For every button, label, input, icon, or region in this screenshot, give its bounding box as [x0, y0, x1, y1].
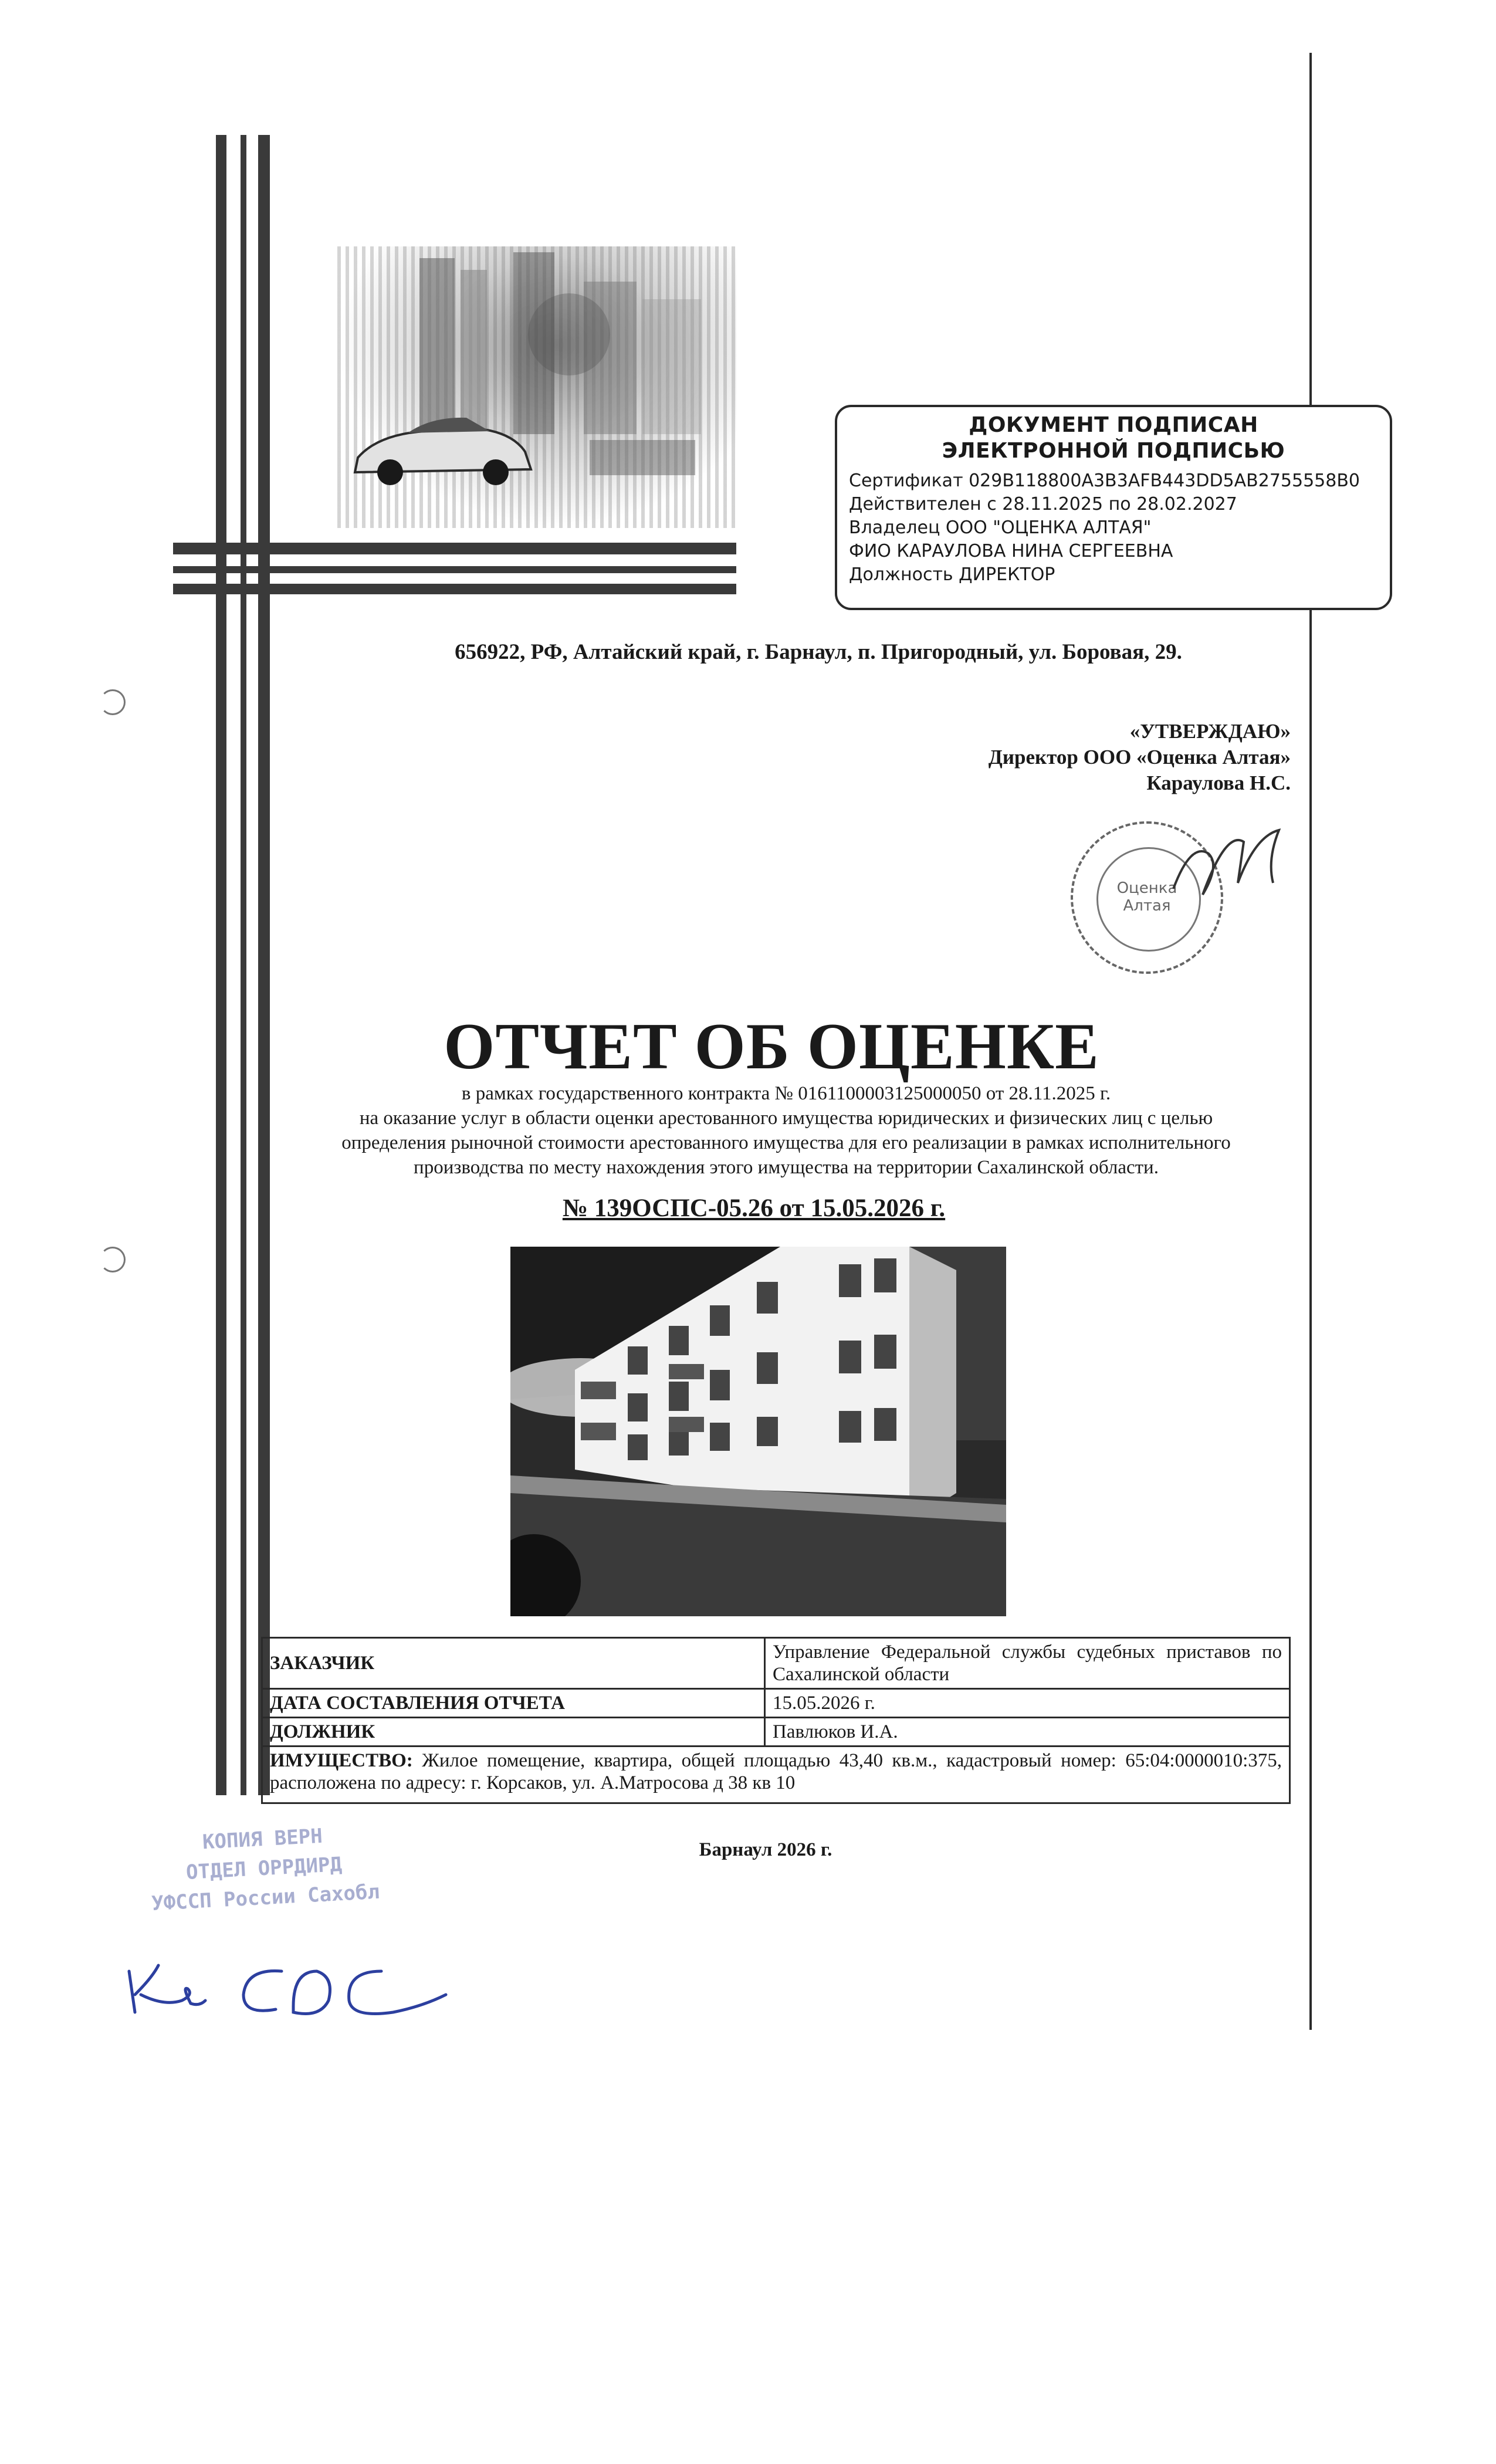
- property-value: Жилое помещение, квартира, общей площадью 43,40 кв.м., кадастровый номер: 65:04:0000010:375, расположена по адресу: г. Корсаков, ул. А.Матросова д 38 кв 10: [270, 1750, 1282, 1793]
- director-signature-icon: [1167, 818, 1297, 912]
- property-cell: [262, 1747, 1290, 1803]
- horizontal-bar: [173, 566, 736, 573]
- approval-position: Директор ООО «Оценка Алтая»: [988, 746, 1291, 769]
- handwritten-signature-icon: [117, 1936, 469, 2030]
- vertical-bar: [216, 135, 226, 1795]
- table-row: [262, 1638, 1290, 1689]
- copy-certification-stamp: [115, 1817, 412, 1920]
- table-row: [262, 1689, 1290, 1718]
- report-subtitle: в рамках государственного контракта № 0161100003125000050 от 28.11.2025 г.: [461, 1083, 1111, 1104]
- vertical-bar: [241, 135, 246, 1795]
- electronic-signature-box: [835, 405, 1392, 610]
- certificate-validity: Действителен с 28.11.2025 по 28.02.2027: [849, 494, 1237, 515]
- copy-stamp-line: ОТДЕЛ ОРРДИРД: [185, 1853, 343, 1884]
- debtor-value: Павлюков И.А.: [765, 1718, 1290, 1747]
- property-photo: [510, 1247, 1006, 1616]
- copy-stamp-line: КОПИЯ ВЕРН: [202, 1824, 323, 1854]
- table-row: [262, 1747, 1290, 1803]
- apartment-building-image: [510, 1247, 1006, 1616]
- customer-value: Управление Федеральной службы судебных приставов по Сахалинской области: [765, 1638, 1290, 1689]
- property-label: ИМУЩЕСТВО:: [270, 1750, 413, 1771]
- seal-text-line: Оценка: [1116, 879, 1177, 897]
- approval-name: Караулова Н.С.: [1146, 771, 1291, 794]
- debtor-label: ДОЛЖНИК: [262, 1718, 765, 1747]
- signature-title: ДОКУМЕНТ ПОДПИСАН: [969, 413, 1258, 437]
- report-info-table: [261, 1637, 1291, 1804]
- signer-position: Должность ДИРЕКТОР: [849, 564, 1055, 585]
- report-title: ОТЧЕТ ОБ ОЦЕНКЕ: [444, 1010, 1099, 1083]
- table-row: [262, 1718, 1290, 1747]
- horizontal-bar: [173, 543, 736, 554]
- certificate-number: Сертификат 029B118800A3B3AFB443DD5AB2755558B0: [849, 471, 1360, 491]
- signature-title: ЭЛЕКТРОННОЙ ПОДПИСЬЮ: [942, 439, 1285, 463]
- punch-hole: [100, 1247, 126, 1272]
- horizontal-bar: [173, 584, 736, 594]
- seal-text-line: Алтая: [1123, 897, 1171, 915]
- report-subtitle: на оказание услуг в области оценки арестованного имущества юридических и физических лиц с целью: [359, 1108, 1213, 1129]
- car-and-buildings-icon: [337, 246, 736, 528]
- report-date-label: ДАТА СОСТАВЛЕНИЯ ОТЧЕТА: [262, 1689, 765, 1718]
- report-subtitle: определения рыночной стоимости арестованного имущества для его реализации в рамках исполнительного: [341, 1132, 1231, 1153]
- company-address: 656922, РФ, Алтайский край, г. Барнаул, п. Пригородный, ул. Боровая, 29.: [455, 640, 1182, 664]
- report-subtitle: производства по месту нахождения этого имущества на территории Сахалинской области.: [414, 1157, 1159, 1178]
- copy-stamp-line: УФССП России Сахобл: [151, 1880, 380, 1916]
- punch-hole: [100, 689, 126, 715]
- certificate-owner: Владелец ООО "ОЦЕНКА АЛТАЯ": [849, 517, 1152, 538]
- report-number: № 139ОСПС-05.26 от 15.05.2026 г.: [562, 1194, 946, 1222]
- logo-collage-image: [337, 246, 736, 528]
- vertical-bar: [258, 135, 270, 1795]
- customer-label: ЗАКАЗЧИК: [262, 1638, 765, 1689]
- approval-heading: «УТВЕРЖДАЮ»: [1129, 720, 1291, 743]
- signer-name: ФИО КАРАУЛОВА НИНА СЕРГЕЕВНА: [849, 541, 1173, 561]
- report-date-value: 15.05.2026 г.: [765, 1689, 1290, 1718]
- city-year: Барнаул 2026 г.: [699, 1839, 832, 1860]
